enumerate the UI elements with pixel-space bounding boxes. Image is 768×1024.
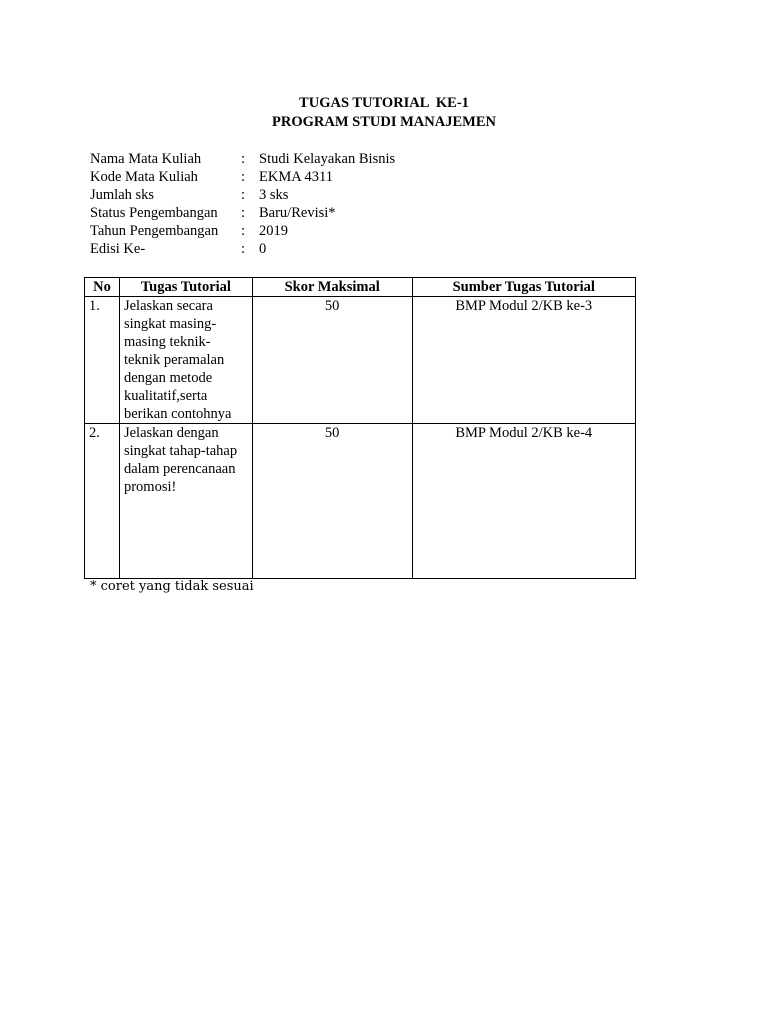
header-task: Tugas Tutorial (119, 278, 252, 297)
info-row-edition (90, 240, 395, 258)
table-row (85, 297, 636, 424)
cell-task: Jelaskan dengan singkat tahap-tahap dalam perencanaan promosi! (119, 424, 252, 579)
info-label: Jumlah sks (90, 187, 155, 203)
info-separator: : (241, 151, 246, 167)
info-row-status (90, 204, 395, 222)
cell-score: 50 (252, 424, 412, 579)
cell-no: 2. (85, 424, 120, 579)
info-separator: : (241, 223, 246, 239)
info-value: EKMA 4311 (259, 169, 333, 185)
cell-no: 1. (85, 297, 120, 424)
info-value: Studi Kelayakan Bisnis (259, 151, 396, 167)
info-value: 3 sks (259, 187, 289, 203)
info-row-credits (90, 186, 395, 204)
info-value: Baru/Revisi* (259, 205, 336, 221)
info-label: Edisi Ke- (90, 241, 146, 257)
info-label: Tahun Pengembangan (90, 223, 219, 239)
document-title: TUGAS TUTORIAL KE-1 (299, 95, 469, 111)
cell-task: Jelaskan secara singkat masing- masing teknik- teknik peramalan dengan metode kualitatif,serta berikan contohnya (119, 297, 252, 424)
info-label: Kode Mata Kuliah (90, 169, 198, 185)
table-header-row (85, 278, 636, 297)
header-no: No (85, 278, 120, 297)
course-info (90, 150, 395, 258)
info-value: 0 (259, 241, 267, 257)
header-max-score: Skor Maksimal (252, 278, 412, 297)
info-row-course-name (90, 150, 395, 168)
title-block (0, 94, 768, 132)
info-separator: : (241, 205, 246, 221)
table-row (85, 424, 636, 579)
cell-score: 50 (252, 297, 412, 424)
footnote: * coret yang tidak sesuai (90, 579, 254, 594)
info-value: 2019 (259, 223, 288, 239)
info-row-year (90, 222, 395, 240)
info-label: Status Pengembangan (90, 205, 218, 221)
info-label: Nama Mata Kuliah (90, 151, 202, 167)
info-separator: : (241, 241, 246, 257)
cell-source: BMP Modul 2/KB ke-4 (412, 424, 635, 579)
info-row-course-code (90, 168, 395, 186)
cell-source: BMP Modul 2/KB ke-3 (412, 297, 635, 424)
tasks-table (84, 277, 636, 579)
info-separator: : (241, 169, 246, 185)
header-source: Sumber Tugas Tutorial (412, 278, 635, 297)
document-subtitle: PROGRAM STUDI MANAJEMEN (272, 114, 496, 130)
info-separator: : (241, 187, 246, 203)
